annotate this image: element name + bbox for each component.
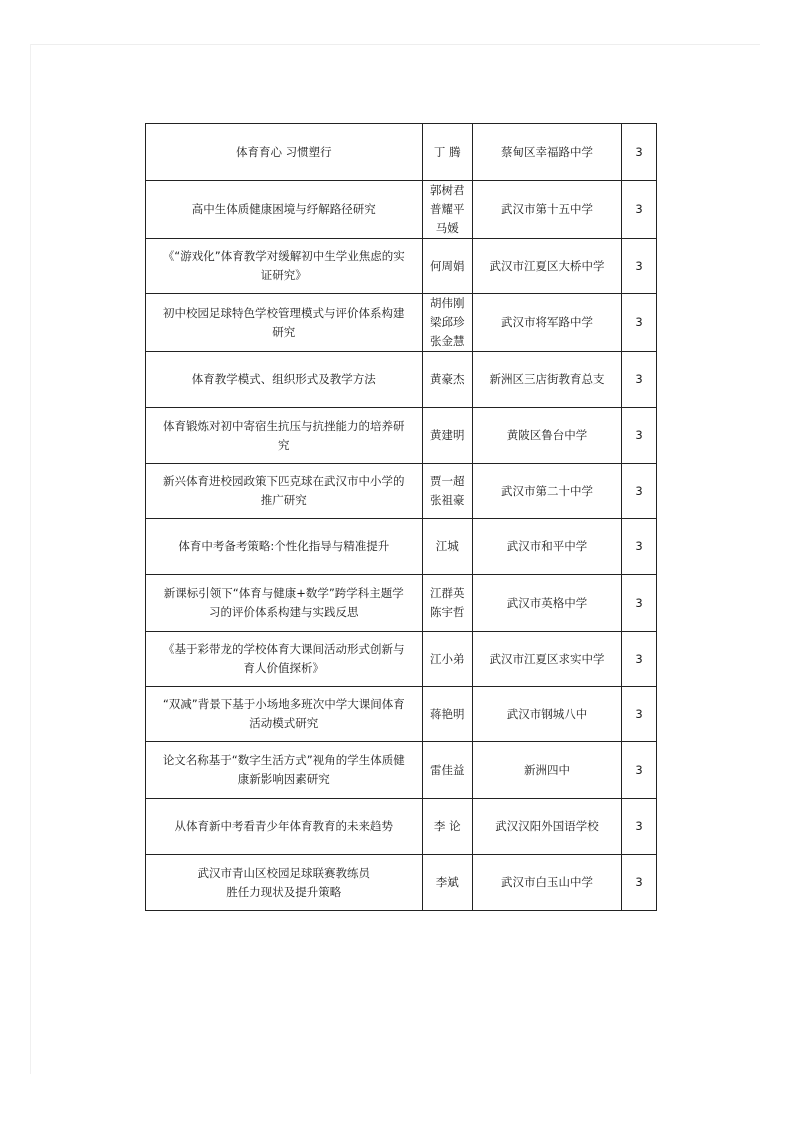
school-cell	[472, 575, 621, 632]
author-names: 贾一超 张祖豪	[430, 474, 465, 507]
count-cell	[622, 181, 657, 239]
awards-table	[145, 123, 657, 911]
school-cell	[472, 239, 621, 294]
author-names: 江小弟	[430, 651, 465, 666]
paper-title: 体育教学模式、组织形式及教学方法	[191, 372, 376, 386]
table-row	[146, 799, 657, 855]
paper-title: 体育锻炼对初中寄宿生抗压与抗挫能力的培养研 究	[163, 418, 405, 452]
count-value: 3	[635, 819, 643, 833]
count-cell	[622, 239, 657, 294]
paper-title: 《基于彩带龙的学校体育大课间活动形式创新与 育人价值探析》	[163, 642, 405, 675]
count-value: 3	[635, 315, 643, 329]
count-cell	[622, 687, 657, 742]
author-cell	[422, 687, 472, 742]
paper-title: 从体育新中考看青少年体育教育的未来趋势	[174, 819, 394, 833]
school-name: 武汉市钢城八中	[506, 706, 588, 721]
paper-title-cell	[146, 575, 423, 632]
paper-title-cell	[146, 294, 423, 352]
school-cell	[472, 294, 621, 352]
author-names: 江群英 陈宇哲	[430, 586, 465, 619]
author-cell	[422, 632, 472, 687]
author-names: 江城	[435, 539, 459, 553]
count-value: 3	[635, 428, 643, 442]
paper-title-cell	[146, 519, 423, 575]
author-names: 雷佳益	[430, 762, 465, 777]
count-value: 3	[635, 875, 643, 889]
author-cell	[422, 742, 472, 799]
school-cell	[472, 799, 621, 855]
author-cell	[422, 855, 472, 911]
count-value: 3	[635, 706, 643, 721]
table-row	[146, 742, 657, 799]
table-row	[146, 855, 657, 911]
school-name: 新洲四中	[523, 762, 570, 777]
paper-title: 体育育心 习惯塑行	[235, 144, 332, 159]
count-cell	[622, 464, 657, 519]
author-cell	[422, 464, 472, 519]
count-cell	[622, 799, 657, 855]
paper-title-cell	[146, 124, 423, 181]
count-cell	[622, 352, 657, 408]
count-value: 3	[635, 595, 643, 610]
count-value: 3	[635, 651, 643, 666]
table-row	[146, 294, 657, 352]
paper-title-cell	[146, 239, 423, 294]
author-cell	[422, 294, 472, 352]
count-cell	[622, 519, 657, 575]
author-cell	[422, 352, 472, 408]
table-row	[146, 464, 657, 519]
table-row	[146, 575, 657, 632]
count-cell	[622, 575, 657, 632]
paper-title: 《“游戏化”体育教学对缓解初中生学业焦虑的实 证研究》	[162, 249, 405, 282]
paper-title-cell	[146, 687, 423, 742]
school-name: 武汉市英格中学	[506, 595, 588, 610]
count-value: 3	[635, 372, 643, 386]
school-cell	[472, 181, 621, 239]
school-cell	[472, 519, 621, 575]
author-names: 丁 腾	[433, 144, 461, 159]
count-value: 3	[635, 144, 643, 159]
table-row	[146, 632, 657, 687]
paper-title: 武汉市青山区校园足球联赛教练员 胜任力现状及提升策略	[197, 865, 371, 899]
school-cell	[472, 124, 621, 181]
paper-title-cell	[146, 855, 423, 911]
count-value: 3	[635, 539, 643, 553]
author-names: 黄建明	[430, 428, 465, 442]
count-cell	[622, 294, 657, 352]
paper-title: 新兴体育进校园政策下匹克球在武汉市中小学的 推广研究	[163, 474, 405, 507]
author-names: 郭树君 普耀平 马媛	[430, 183, 465, 235]
school-name: 武汉市将军路中学	[500, 315, 593, 329]
paper-title-cell	[146, 632, 423, 687]
author-cell	[422, 239, 472, 294]
school-cell	[472, 632, 621, 687]
scan-edge-left	[30, 44, 31, 1074]
count-cell	[622, 408, 657, 464]
author-names: 李斌	[435, 875, 459, 889]
school-cell	[472, 408, 621, 464]
paper-title-cell	[146, 408, 423, 464]
scan-edge-top	[30, 44, 760, 45]
author-names: 李 论	[433, 819, 461, 833]
author-names: 蒋艳明	[430, 706, 465, 721]
paper-title: 初中校园足球特色学校管理模式与评价体系构建 研究	[163, 305, 405, 339]
school-name: 武汉市第十五中学	[500, 202, 593, 216]
school-name: 武汉市白玉山中学	[500, 875, 593, 889]
school-name: 蔡甸区幸福路中学	[500, 144, 593, 159]
table-row	[146, 408, 657, 464]
author-names: 胡伟刚 梁邱珍 张金慧	[430, 296, 465, 348]
school-name: 黄陂区鲁台中学	[506, 428, 588, 442]
count-value: 3	[635, 258, 643, 273]
school-name: 武汉市和平中学	[506, 539, 588, 553]
school-cell	[472, 742, 621, 799]
author-cell	[422, 519, 472, 575]
count-cell	[622, 124, 657, 181]
table-row	[146, 239, 657, 294]
paper-title-cell	[146, 799, 423, 855]
author-cell	[422, 124, 472, 181]
school-cell	[472, 464, 621, 519]
school-cell	[472, 687, 621, 742]
table-row	[146, 687, 657, 742]
paper-title-cell	[146, 352, 423, 408]
paper-title: 高中生体质健康困境与纾解路径研究	[191, 202, 376, 216]
count-cell	[622, 632, 657, 687]
school-name: 武汉市江夏区大桥中学	[489, 258, 605, 273]
count-value: 3	[635, 483, 643, 498]
paper-title: “双减”背景下基于小场地多班次中学大课间体育 活动模式研究	[162, 697, 405, 730]
paper-title-cell	[146, 742, 423, 799]
author-names: 何周娟	[430, 258, 465, 273]
paper-title: 论文名称基于“数字生活方式”视角的学生体质健 康新影响因素研究	[162, 753, 405, 786]
author-cell	[422, 575, 472, 632]
paper-title-cell	[146, 464, 423, 519]
paper-title: 体育中考备考策略:个性化指导与精准提升	[178, 539, 390, 553]
table-row	[146, 352, 657, 408]
school-name: 武汉汉阳外国语学校	[495, 819, 599, 833]
count-cell	[622, 742, 657, 799]
paper-title: 新课标引领下“体育与健康+数学”跨学科主题学 习的评价体系构建与实践反思	[163, 586, 404, 619]
author-cell	[422, 408, 472, 464]
school-name: 武汉市江夏区求实中学	[489, 651, 605, 666]
table-row	[146, 124, 657, 181]
school-name: 武汉市第二十中学	[500, 483, 593, 498]
author-names: 黄豪杰	[430, 372, 465, 386]
count-value: 3	[635, 762, 643, 777]
author-cell	[422, 799, 472, 855]
paper-title-cell	[146, 181, 423, 239]
school-cell	[472, 855, 621, 911]
count-cell	[622, 855, 657, 911]
table-row	[146, 181, 657, 239]
author-cell	[422, 181, 472, 239]
count-value: 3	[635, 202, 643, 216]
school-name: 新洲区三店街教育总支	[489, 372, 605, 386]
school-cell	[472, 352, 621, 408]
table-row	[146, 519, 657, 575]
